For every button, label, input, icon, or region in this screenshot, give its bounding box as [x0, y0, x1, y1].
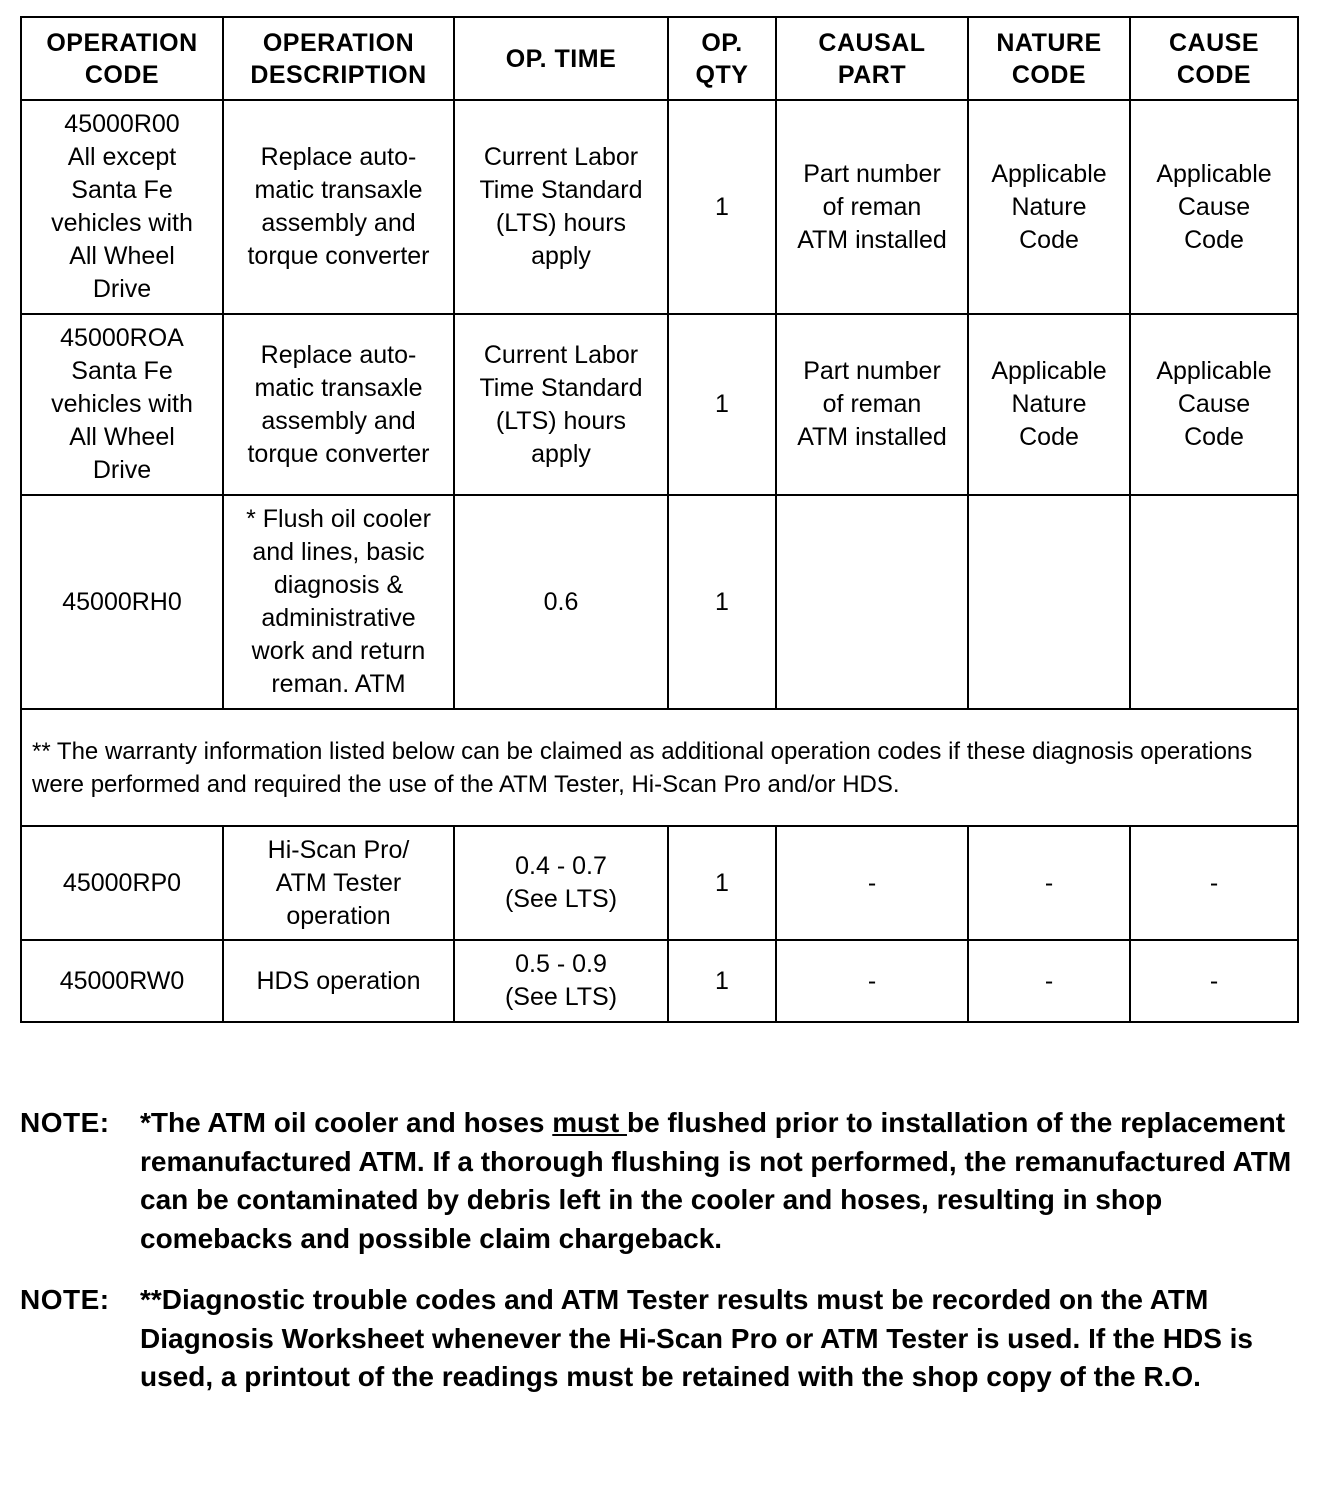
- table-row: [21, 495, 1298, 709]
- table-row: [21, 314, 1298, 495]
- nature-code-cell: Applicable Nature Code: [968, 100, 1130, 314]
- operation-code-cell: 45000R00 All except Santa Fe vehicles with All Wheel Drive: [21, 100, 223, 314]
- table-header-row: [21, 17, 1298, 100]
- op-qty-cell: 1: [668, 495, 776, 709]
- causal-part-cell: [776, 495, 968, 709]
- operation-code-cell: 45000RW0: [21, 940, 223, 1022]
- cause-code-cell: Applicable Cause Code: [1130, 100, 1298, 314]
- causal-part-cell: -: [776, 826, 968, 940]
- causal-part-cell: Part number of reman ATM installed: [776, 314, 968, 495]
- warranty-info-note: ** The warranty information listed below can be claimed as additional operation codes if these diagnosis operations were performed and required the use of the ATM Tester, Hi-Scan Pro and/or HDS.: [21, 709, 1298, 826]
- operation-code-cell: 45000RH0: [21, 495, 223, 709]
- cause-code-cell: -: [1130, 940, 1298, 1022]
- notes-section: [20, 1104, 1310, 1420]
- header-cause-code: CAUSE CODE: [1130, 17, 1298, 100]
- op-qty-cell: 1: [668, 940, 776, 1022]
- cause-code-cell: Applicable Cause Code: [1130, 314, 1298, 495]
- cause-code-cell: [1130, 495, 1298, 709]
- header-op-time: OP. TIME: [454, 17, 668, 100]
- cause-code-cell: -: [1130, 826, 1298, 940]
- note-diagnostic-codes: [20, 1281, 1310, 1397]
- note-label: NOTE:: [20, 1107, 110, 1138]
- operation-description-cell: Hi-Scan Pro/ ATM Tester operation: [223, 826, 454, 940]
- table-row: [21, 940, 1298, 1022]
- table-note-row: [21, 709, 1298, 826]
- operation-description-cell: HDS operation: [223, 940, 454, 1022]
- header-operation-code: OPERATION CODE: [21, 17, 223, 100]
- note-text: *The ATM oil cooler and hoses must be flushed prior to installation of the replacement remanufactured ATM. If a thorough flushing is not performed, the remanufactured ATM can be contaminated by debris left in the cooler and hoses, resulting in shop comebacks and possible claim chargeback.: [140, 1107, 1292, 1254]
- op-qty-cell: 1: [668, 100, 776, 314]
- op-time-cell: Current Labor Time Standard (LTS) hours apply: [454, 100, 668, 314]
- header-causal-part: CAUSAL PART: [776, 17, 968, 100]
- nature-code-cell: -: [968, 826, 1130, 940]
- op-time-cell: Current Labor Time Standard (LTS) hours apply: [454, 314, 668, 495]
- op-time-cell: 0.5 - 0.9 (See LTS): [454, 940, 668, 1022]
- operation-description-cell: Replace auto- matic transaxle assembly and torque converter: [223, 314, 454, 495]
- header-nature-code: NATURE CODE: [968, 17, 1130, 100]
- header-operation-description: OPERATION DESCRIPTION: [223, 17, 454, 100]
- warranty-operations-table: [20, 16, 1299, 1023]
- table-row: [21, 100, 1298, 314]
- operation-code-cell: 45000ROA Santa Fe vehicles with All Wheel Drive: [21, 314, 223, 495]
- operation-description-cell: * Flush oil cooler and lines, basic diagnosis & administrative work and return reman. ATM: [223, 495, 454, 709]
- causal-part-cell: Part number of reman ATM installed: [776, 100, 968, 314]
- nature-code-cell: [968, 495, 1130, 709]
- nature-code-cell: Applicable Nature Code: [968, 314, 1130, 495]
- note-label: NOTE:: [20, 1284, 110, 1315]
- operation-description-cell: Replace auto- matic transaxle assembly and torque converter: [223, 100, 454, 314]
- op-qty-cell: 1: [668, 314, 776, 495]
- note-text: **Diagnostic trouble codes and ATM Tester results must be recorded on the ATM Diagnosis Worksheet whenever the Hi-Scan Pro or ATM Tester is used. If the HDS is used, a printout of the readings must be retained with the shop copy of the R.O.: [140, 1284, 1253, 1392]
- op-qty-cell: 1: [668, 826, 776, 940]
- op-time-cell: 0.6: [454, 495, 668, 709]
- nature-code-cell: -: [968, 940, 1130, 1022]
- operation-code-cell: 45000RP0: [21, 826, 223, 940]
- op-time-cell: 0.4 - 0.7 (See LTS): [454, 826, 668, 940]
- table-row: [21, 826, 1298, 940]
- note-flushing: [20, 1104, 1310, 1258]
- header-op-qty: OP. QTY: [668, 17, 776, 100]
- causal-part-cell: -: [776, 940, 968, 1022]
